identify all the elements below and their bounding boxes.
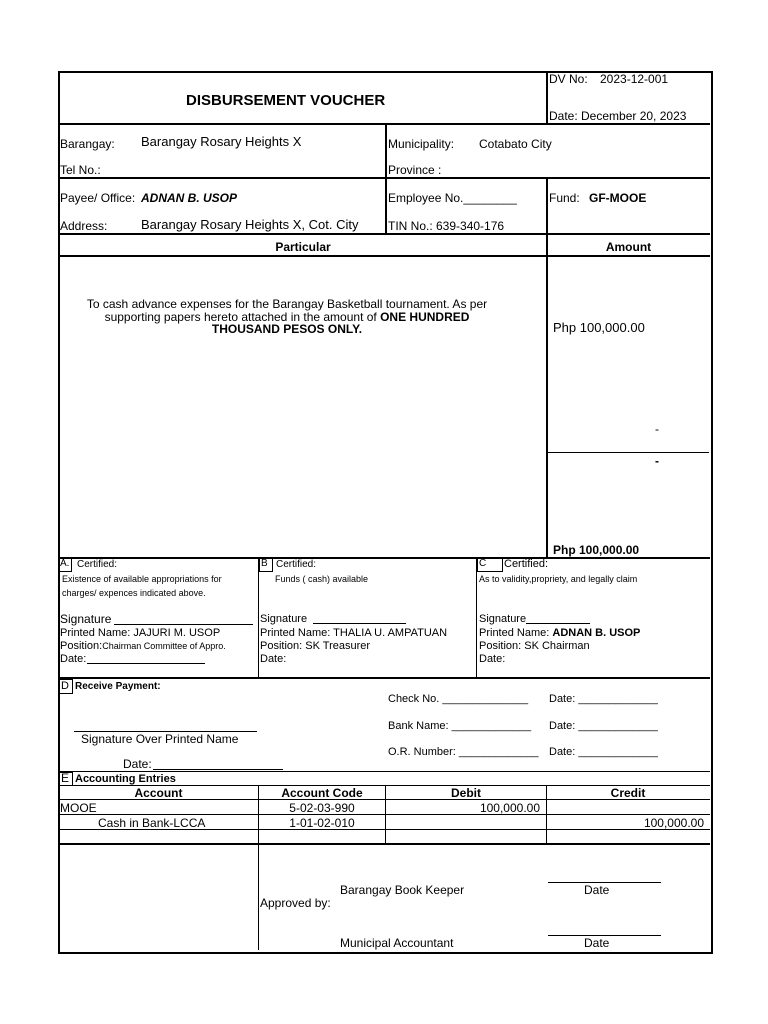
col-header-credit: Credit xyxy=(610,786,646,800)
entry-account: Cash in Bank-LCCA xyxy=(98,816,206,830)
payee-label: Payee/ Office: xyxy=(60,191,136,205)
cert-b-printed-name: Printed Name: THALIA U. AMPATUAN xyxy=(260,627,448,639)
receive-date-line xyxy=(153,769,283,770)
cert-a-position xyxy=(60,639,226,653)
divider xyxy=(546,72,548,124)
payee-value: ADNAN B. USOP xyxy=(141,191,238,205)
or-date-field: Date: _____________ xyxy=(549,746,658,758)
cert-a-desc-1: Existence of available appropriations for xyxy=(62,574,222,584)
dv-no-value: 2023-12-001 xyxy=(600,72,669,86)
divider xyxy=(59,677,710,679)
book-keeper-label: Barangay Book Keeper xyxy=(340,883,465,897)
cert-c-printed-value: ADNAN B. USOP xyxy=(552,627,641,639)
tel-label: Tel No.: xyxy=(60,163,101,177)
dv-no-label: DV No: xyxy=(549,72,588,86)
receive-date-label: Date: xyxy=(123,757,152,771)
cert-a-date-line xyxy=(87,663,205,664)
cert-c-signature-line xyxy=(526,623,590,624)
amount-dash-2: - xyxy=(655,454,659,468)
document-title: DISBURSEMENT VOUCHER xyxy=(186,92,386,109)
cert-b-position: Position: SK Treasurer xyxy=(260,640,371,652)
cert-b-title: Certified: xyxy=(276,559,317,570)
amount-dash-1: - xyxy=(655,422,659,436)
entry-code: 5-02-03-990 xyxy=(289,801,355,815)
cert-c-title: Certified: xyxy=(504,558,549,570)
approved-by-label: Approved by: xyxy=(260,896,331,910)
cert-c-date-label: Date: xyxy=(479,653,506,665)
col-header-code: Account Code xyxy=(281,786,363,800)
cert-a-title: Certified: xyxy=(77,559,118,570)
employee-no: Employee No.________ xyxy=(388,191,517,205)
particular-line-3: THOUSAND PESOS ONLY. xyxy=(211,322,363,336)
particular-line-2-text: supporting papers hereto attached in the amount of xyxy=(104,310,381,324)
fund-label: Fund: xyxy=(549,191,580,205)
accounting-letter: E xyxy=(61,771,70,785)
entry-account: MOOE xyxy=(60,801,97,815)
cert-a-signature-label: Signature xyxy=(60,612,112,626)
divider xyxy=(385,124,387,234)
address-label: Address: xyxy=(60,219,108,233)
voucher-date: Date: December 20, 2023 xyxy=(549,109,687,123)
accounting-title: Accounting Entries xyxy=(75,773,176,785)
book-keeper-date-label: Date xyxy=(584,883,610,897)
cert-a-printed-name: Printed Name: JAJURI M. USOP xyxy=(60,627,221,639)
particular-amount-words: ONE HUNDRED xyxy=(380,310,470,324)
cert-a-desc-2: charges/ expences indicated above. xyxy=(62,588,206,598)
divider xyxy=(546,178,548,234)
accountant-date-label: Date xyxy=(584,936,610,950)
divider xyxy=(59,557,710,559)
check-no-field: Check No. ______________ xyxy=(388,693,529,705)
municipality-value: Cotabato City xyxy=(479,137,552,151)
or-number-field: O.R. Number: _____________ xyxy=(388,746,539,758)
signature-caption: Signature Over Printed Name xyxy=(81,732,239,746)
cert-c-position: Position: SK Chairman xyxy=(479,640,590,652)
particular-line-1: To cash advance expenses for the Barangay Basketball tournament. As per xyxy=(86,297,488,311)
cert-c-printed-name xyxy=(479,626,640,640)
cert-b-desc: Funds ( cash) available xyxy=(275,574,369,584)
barangay-label: Barangay: xyxy=(60,137,115,151)
divider xyxy=(59,233,710,235)
divider xyxy=(59,177,710,179)
address-value: Barangay Rosary Heights X, Cot. City xyxy=(141,217,359,232)
cert-c-letter: C xyxy=(479,558,487,569)
bank-date-field: Date: _____________ xyxy=(549,720,658,732)
check-date-field: Date: _____________ xyxy=(549,693,658,705)
entry-credit: 100,000.00 xyxy=(643,816,704,830)
cert-a-position-label: Position: xyxy=(60,640,103,652)
cert-a-position-value: Chairman Committee of Appro. xyxy=(102,641,226,651)
divider xyxy=(258,558,259,677)
accountant-label: Municipal Accountant xyxy=(340,936,454,950)
total-amount: Php 100,000.00 xyxy=(553,543,640,557)
entry-debit: 100,000.00 xyxy=(479,801,540,815)
municipality-label: Municipality: xyxy=(388,137,455,151)
barangay-value: Barangay Rosary Heights X xyxy=(141,134,302,149)
cert-b-letter: B xyxy=(261,558,268,569)
cert-b-date-label: Date: xyxy=(260,653,287,665)
particular-amount: Php 100,000.00 xyxy=(553,320,645,335)
particular-header: Particular xyxy=(275,240,331,254)
cert-a-signature-line xyxy=(114,624,253,625)
cert-c-desc: As to validity,propriety, and legally claim xyxy=(479,574,638,584)
divider xyxy=(476,558,477,677)
bank-name-field: Bank Name: _____________ xyxy=(388,720,532,732)
cert-b-signature-line xyxy=(313,623,406,624)
divider xyxy=(546,234,548,558)
cert-c-signature-label: Signature xyxy=(479,613,527,625)
cert-a-date-label: Date: xyxy=(60,653,87,665)
receive-letter: D xyxy=(61,680,69,692)
fund-value: GF-MOOE xyxy=(589,191,647,205)
cert-b-signature-label: Signature xyxy=(260,613,308,625)
amount-header: Amount xyxy=(605,240,652,254)
cert-a-letter: A. xyxy=(60,558,70,569)
entry-code: 1-01-02-010 xyxy=(289,816,355,830)
col-header-debit: Debit xyxy=(451,786,481,800)
divider xyxy=(548,452,709,453)
divider xyxy=(59,255,710,257)
tin-no: TIN No.: 639-340-176 xyxy=(388,219,505,233)
receive-payment-title: Receive Payment: xyxy=(75,681,161,692)
cert-c-printed-label: Printed Name: xyxy=(479,627,553,639)
province-label: Province : xyxy=(388,163,442,177)
col-header-account: Account xyxy=(134,786,183,800)
